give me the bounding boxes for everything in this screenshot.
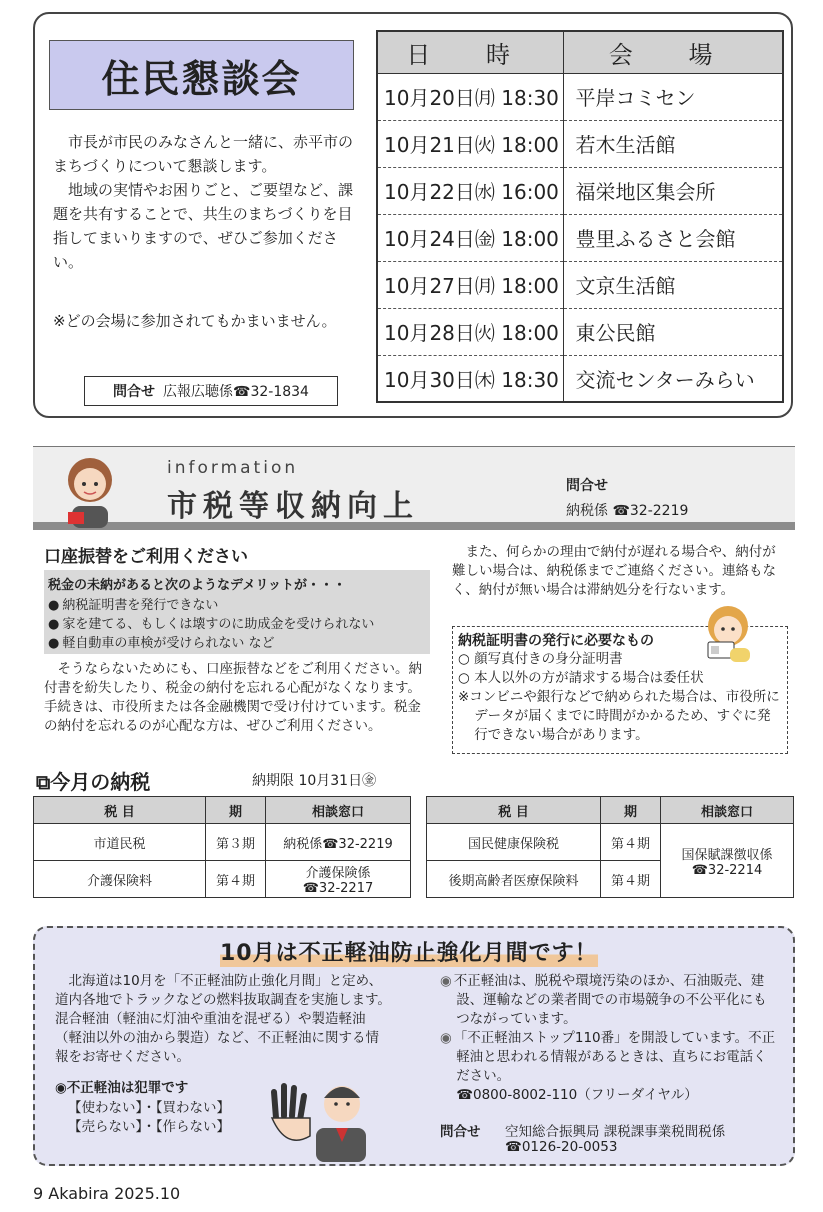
account-transfer-text: そうならないためにも、口座振替などをご利用ください。納付書を紛失したり、税金の納付を忘れる心配がなくなります。手続きは、市役所または各金融機関で受け付けています。税金の納付を忘れるのが心配な方は、ぜひご利用ください。	[44, 661, 422, 734]
fuel-contact-tel: ☎0126-20-0053	[505, 1139, 618, 1155]
schedule-row	[377, 73, 783, 120]
schedule-header-datetime: 日 時	[377, 31, 563, 73]
tax-table-right	[426, 796, 794, 898]
table-header	[34, 797, 411, 824]
box-icon: ⧉	[36, 770, 51, 794]
tax-desk-tel: ☎32-2214	[691, 862, 763, 878]
fuel-hotline: ☎0800-8002-110（フリーダイヤル）	[456, 1087, 698, 1103]
schedule-row	[377, 308, 783, 355]
crime-heading: ◉不正軽油は犯罪です	[55, 1080, 189, 1096]
meeting-title: 住民懇談会	[49, 40, 354, 110]
list-item: ● 軽自動車の車検が受けられない など	[48, 634, 374, 653]
meeting-contact-label: 問合せ	[113, 384, 156, 400]
schedule-row	[377, 261, 783, 308]
monthly-tax-heading	[36, 766, 150, 795]
page-footer: 9 Akabira 2025.10	[33, 1184, 181, 1203]
list-item: ● 納税証明書を発行できない	[48, 596, 374, 615]
tax-desk-name: 介護保険係	[305, 866, 371, 881]
schedule-venue: 福栄地区集会所	[563, 167, 783, 214]
tax-contact-label: 問合せ	[566, 478, 608, 494]
demerit-heading: 税金の未納があると次のようなデメリットが・・・	[48, 578, 346, 593]
fuel-right-column	[440, 972, 780, 1105]
schedule-table	[376, 30, 784, 403]
tax-desk	[266, 861, 411, 898]
tax-desk-tel: ☎32-2217	[302, 881, 374, 896]
monthly-tax-label: 今月の納税	[50, 770, 151, 794]
schedule-datetime: 10月24日㈮ 18:00	[377, 214, 563, 261]
schedule-row	[377, 355, 783, 402]
schedule-venue: 若木生活館	[563, 120, 783, 167]
table-row	[34, 861, 411, 898]
tax-desk: 納税係☎32-2219	[266, 824, 411, 861]
schedule-row	[377, 214, 783, 261]
account-transfer-heading: 口座振替をご利用ください	[44, 547, 248, 567]
fuel-item-1: ◉ 不正軽油は、脱税や環境汚染のほか、石油販売、建設、運輸などの業者間での市場競争の不公平化にもつながっています。	[440, 972, 780, 1029]
tax-term: 第４期	[206, 861, 266, 898]
certificate-heading: 納税証明書の発行に必要なもの	[458, 633, 654, 649]
schedule-venue: 交流センターみらい	[563, 355, 783, 402]
tax-item: 後期高齢者医療保険料	[427, 861, 601, 898]
schedule-header-venue: 会 場	[563, 31, 783, 73]
tax-term: 第３期	[206, 824, 266, 861]
slogan-line-1: 【使わない】・【買わない】	[68, 1100, 230, 1116]
meeting-contact-value: 広報広聴係☎32-1834	[163, 384, 309, 400]
tax-term: 第４期	[601, 861, 661, 898]
col-term: 期	[206, 797, 266, 824]
meeting-para-2: 地域の実情やお困りごと、ご要望など、課題を共有することで、共生のまちづくりを目指してまいりますので、ぜひご参加ください。	[53, 181, 354, 271]
schedule-venue: 文京生活館	[563, 261, 783, 308]
schedule-venue: 平岸コミセン	[563, 73, 783, 120]
meeting-note: ※どの会場に参加されてもかまいません。	[53, 312, 337, 330]
table-header	[427, 797, 794, 824]
col-desk: 相談窓口	[266, 797, 411, 824]
tax-desk	[661, 824, 794, 898]
meeting-contact	[84, 376, 338, 406]
list-item: ● 家を建てる、もしくは壊すのに助成金を受けられない	[48, 615, 374, 634]
meeting-para-1: 市長が市民のみなさんと一緒に、赤平市のまちづくりについて懇談します。	[53, 133, 354, 175]
schedule-datetime: 10月21日㈫ 18:00	[377, 120, 563, 167]
slogan-line-2: 【売らない】・【作らない】	[68, 1119, 230, 1135]
tax-item: 介護保険料	[34, 861, 206, 898]
tax-desk-name: 国保賦課徴収係	[681, 847, 773, 863]
tax-contact-value: 納税係 ☎32-2219	[566, 503, 689, 519]
table-row	[427, 824, 794, 861]
tax-item: 市道民税	[34, 824, 206, 861]
table-row	[34, 824, 411, 861]
schedule-datetime: 10月27日㈪ 18:00	[377, 261, 563, 308]
demerit-list	[48, 596, 374, 653]
fuel-intro: 北海道は10月を「不正軽油防止強化月間」と定め、道内各地でトラックなどの燃料抜取調査を実施します。混合軽油（軽油に灯油や重油を混ぜる）や製造軽油（軽油以外の油から製造）など、不正軽油に関する情報をお寄せください。	[55, 973, 391, 1065]
info-label: information	[167, 458, 299, 478]
late-payment-text: また、何らかの理由で納付が遅れる場合や、納付が難しい場合は、納税係までご連絡ください。連絡もなく、納付が無い場合は滞納処分を行ないます。	[452, 544, 776, 598]
fuel-title: 10月は不正軽油防止強化月間です！	[220, 936, 598, 967]
schedule-header	[377, 31, 783, 73]
list-item: ○ 本人以外の方が請求する場合は委任状	[458, 669, 784, 688]
schedule-datetime: 10月28日㈫ 18:00	[377, 308, 563, 355]
schedule-venue: 東公民館	[563, 308, 783, 355]
schedule-venue: 豊里ふるさと会館	[563, 214, 783, 261]
fuel-item-2: ◉ 「不正軽油ストップ110番」を開設しています。不正軽油と思われる情報があるときは、直ちにお電話ください。	[440, 1029, 780, 1086]
schedule-datetime: 10月20日㈪ 18:30	[377, 73, 563, 120]
tax-term: 第４期	[601, 824, 661, 861]
list-item: ○ 顔写真付きの身分証明書	[458, 650, 784, 669]
tax-table-left	[33, 796, 411, 898]
schedule-row	[377, 167, 783, 214]
col-tax-item: 税 目	[34, 797, 206, 824]
tax-item: 国民健康保険税	[427, 824, 601, 861]
schedule-row	[377, 120, 783, 167]
fuel-contact-label: 問合せ	[440, 1124, 481, 1140]
girl-illustration-icon	[62, 454, 118, 528]
deadline: 納期限 10月31日㊎	[252, 773, 377, 789]
certificate-list	[458, 650, 784, 745]
fuel-contact-value: 空知総合振興局 課税課事業税間税係	[505, 1124, 726, 1140]
certificate-note: ※コンビニや銀行などで納められた場合は、市役所にデータが届くまでに時間がかかるため、すぐに発行できない場合があります。	[458, 689, 780, 743]
col-term: 期	[601, 797, 661, 824]
schedule-datetime: 10月22日㈬ 16:00	[377, 167, 563, 214]
meeting-description	[53, 130, 358, 274]
col-tax-item: 税 目	[427, 797, 601, 824]
tax-heading: 市税等収納向上	[167, 489, 419, 524]
woman-with-card-icon	[700, 602, 756, 664]
stop-hand-man-icon	[266, 1070, 376, 1162]
schedule-datetime: 10月30日㈭ 18:30	[377, 355, 563, 402]
col-desk: 相談窓口	[661, 797, 794, 824]
